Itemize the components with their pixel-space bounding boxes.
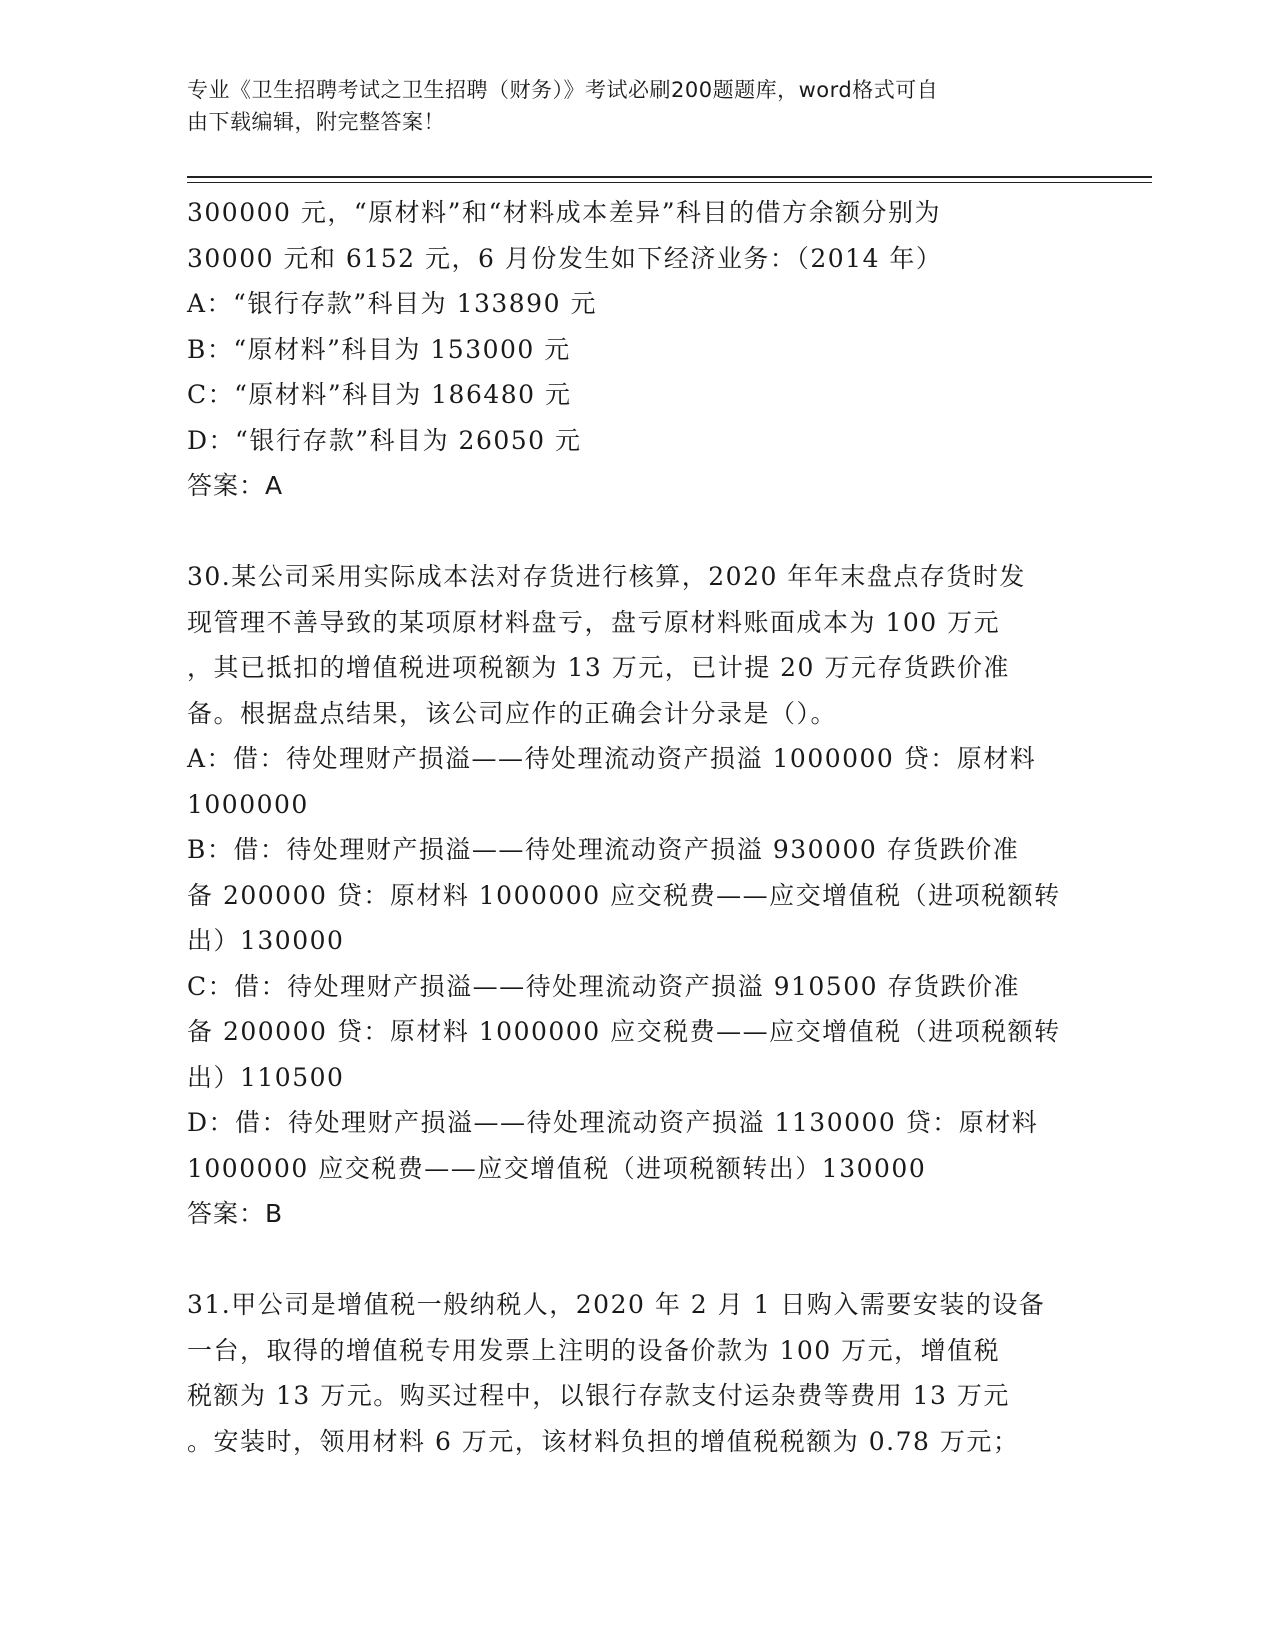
question-spacer: [187, 509, 1087, 555]
question-text-line: 一台，取得的增值税专用发票上注明的设备价款为 100 万元，增值税: [187, 1335, 1001, 1365]
option-c-cont: 出）110500: [187, 1062, 345, 1092]
question-text-line: 备。根据盘点结果，该公司应作的正确会计分录是（）。: [187, 698, 838, 728]
question-spacer: [187, 1237, 1087, 1283]
question-text-line: 30.某公司采用实际成本法对存货进行核算，2020 年年末盘点存货时发: [187, 562, 1026, 591]
document-body: [187, 190, 1087, 1464]
question-text-line: 31.甲公司是增值税一般纳税人，2020 年 2 月 1 日购入需要安装的设备: [187, 1290, 1046, 1319]
option-b: B：借：待处理财产损溢——待处理流动资产损溢 930000 存货跌价准: [187, 835, 1020, 864]
header-line-2: 由下载编辑，附完整答案！: [187, 110, 445, 134]
answer-label: 答案：B: [187, 1199, 284, 1228]
option-b-cont: 出）130000: [187, 926, 345, 955]
page-header: [187, 74, 1067, 138]
question-30: [187, 554, 1087, 1237]
option-c: C：借：待处理财产损溢——待处理流动资产损溢 910500 存货跌价准: [187, 971, 1020, 1001]
option-d-cont: 1000000 应交税费——应交增值税（进项税额转出）130000: [187, 1153, 927, 1183]
option-a: A：“银行存款”科目为 133890 元: [187, 289, 597, 318]
question-text-line: ，其已抵扣的增值税进项税额为 13 万元，已计提 20 万元存货跌价准: [187, 653, 1010, 682]
header-divider-thin: [187, 182, 1152, 183]
option-c: C：“原材料”科目为 186480 元: [187, 380, 572, 409]
question-29: [187, 190, 1087, 509]
option-d: D：“银行存款”科目为 26050 元: [187, 425, 582, 455]
header-line-1: 专业《卫生招聘考试之卫生招聘（财务）》考试必刷200题题库，word格式可自: [187, 78, 939, 102]
question-text-line: 税额为 13 万元。购买过程中，以银行存款支付运杂费等费用 13 万元: [187, 1381, 1010, 1410]
header-divider-thick: [187, 176, 1152, 178]
question-text-line: 现管理不善导致的某项原材料盘亏，盘亏原材料账面成本为 100 万元: [187, 607, 1001, 637]
question-text-line: 300000 元，“原材料”和“材料成本差异”科目的借方余额分别为: [187, 198, 942, 227]
answer-label: 答案：A: [187, 471, 284, 500]
option-a-cont: 1000000: [187, 789, 309, 819]
option-a: A：借：待处理财产损溢——待处理流动资产损溢 1000000 贷：原材料: [187, 744, 1037, 773]
option-d: D：借：待处理财产损溢——待处理流动资产损溢 1130000 贷：原材料: [187, 1108, 1039, 1137]
option-b: B：“原材料”科目为 153000 元: [187, 334, 571, 364]
question-31: [187, 1282, 1087, 1464]
option-b-cont: 备 200000 贷：原材料 1000000 应交税费——应交增值税（进项税额转: [187, 880, 1061, 910]
question-text-line: 30000 元和 6152 元，6 月份发生如下经济业务：（2014 年）: [187, 243, 943, 273]
option-c-cont: 备 200000 贷：原材料 1000000 应交税费——应交增值税（进项税额转: [187, 1017, 1061, 1046]
question-text-line: 。安装时，领用材料 6 万元，该材料负担的增值税税额为 0.78 万元；: [187, 1426, 1020, 1456]
